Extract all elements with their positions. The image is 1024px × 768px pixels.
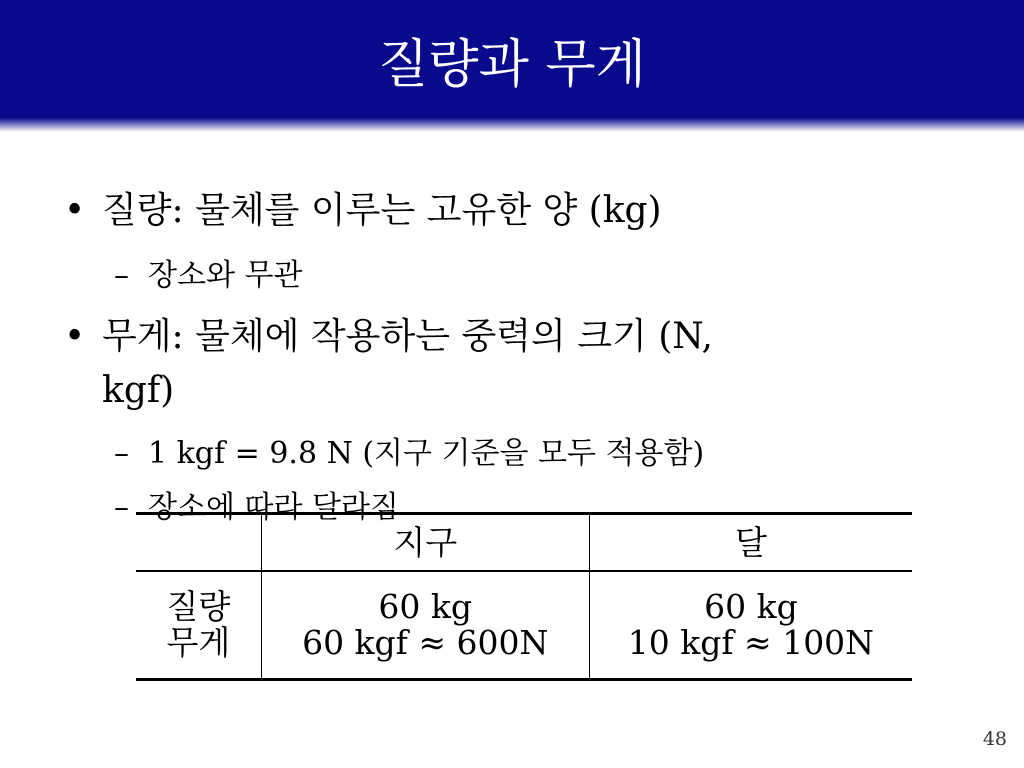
bullet-weight-text-line2: kgf) — [102, 370, 175, 411]
sub-bullet-mass-location — [114, 258, 303, 294]
table-cell-earth — [261, 571, 589, 680]
table-row — [136, 571, 912, 680]
row-label-weight: 무게 — [166, 623, 231, 662]
moon-weight-value: 10 kgf ≈ 100N — [627, 623, 875, 662]
sub-bullet-kgf-conversion — [114, 436, 705, 472]
bullet-mass — [64, 188, 662, 234]
table-row-labels — [136, 571, 261, 680]
table-header-earth: 지구 — [261, 514, 589, 572]
bullet-marker: • — [64, 316, 86, 357]
earth-mass-value: 60 kg — [378, 587, 473, 626]
title-bar-fade — [0, 118, 1024, 132]
bullet-mass-text: 질량: 물체를 이루는 고유한 양 (kg) — [102, 190, 662, 231]
bullet-weight-text-line1: 무게: 물체에 작용하는 중력의 크기 (N, — [102, 316, 713, 357]
sub-bullet-weight-location-text: 장소에 따라 달라짐 — [148, 490, 399, 525]
table-header-row — [136, 514, 912, 572]
sub-bullet-marker: – — [114, 258, 129, 293]
title-bar — [0, 0, 1024, 118]
moon-mass-value: 60 kg — [704, 587, 798, 626]
sub-bullet-marker: – — [114, 490, 129, 525]
bullet-marker: • — [64, 190, 86, 231]
sub-bullet-kgf-conversion-text: 1 kgf = 9.8 N (지구 기준을 모두 적용함) — [148, 436, 705, 471]
table-header-moon: 달 — [734, 522, 767, 562]
row-label-mass: 질량 — [166, 587, 231, 626]
table-cell-moon — [589, 571, 912, 680]
sub-bullet-mass-location-text: 장소와 무관 — [148, 258, 303, 293]
slide-title: 질량과 무게 — [378, 35, 646, 95]
bullet-weight — [64, 314, 922, 414]
earth-weight-value: 60 kgf ≈ 600N — [302, 623, 549, 662]
sub-bullet-marker: – — [114, 436, 129, 471]
page-number: 48 — [982, 728, 1007, 750]
table-header-corner — [136, 514, 261, 572]
mass-weight-table — [136, 512, 912, 681]
